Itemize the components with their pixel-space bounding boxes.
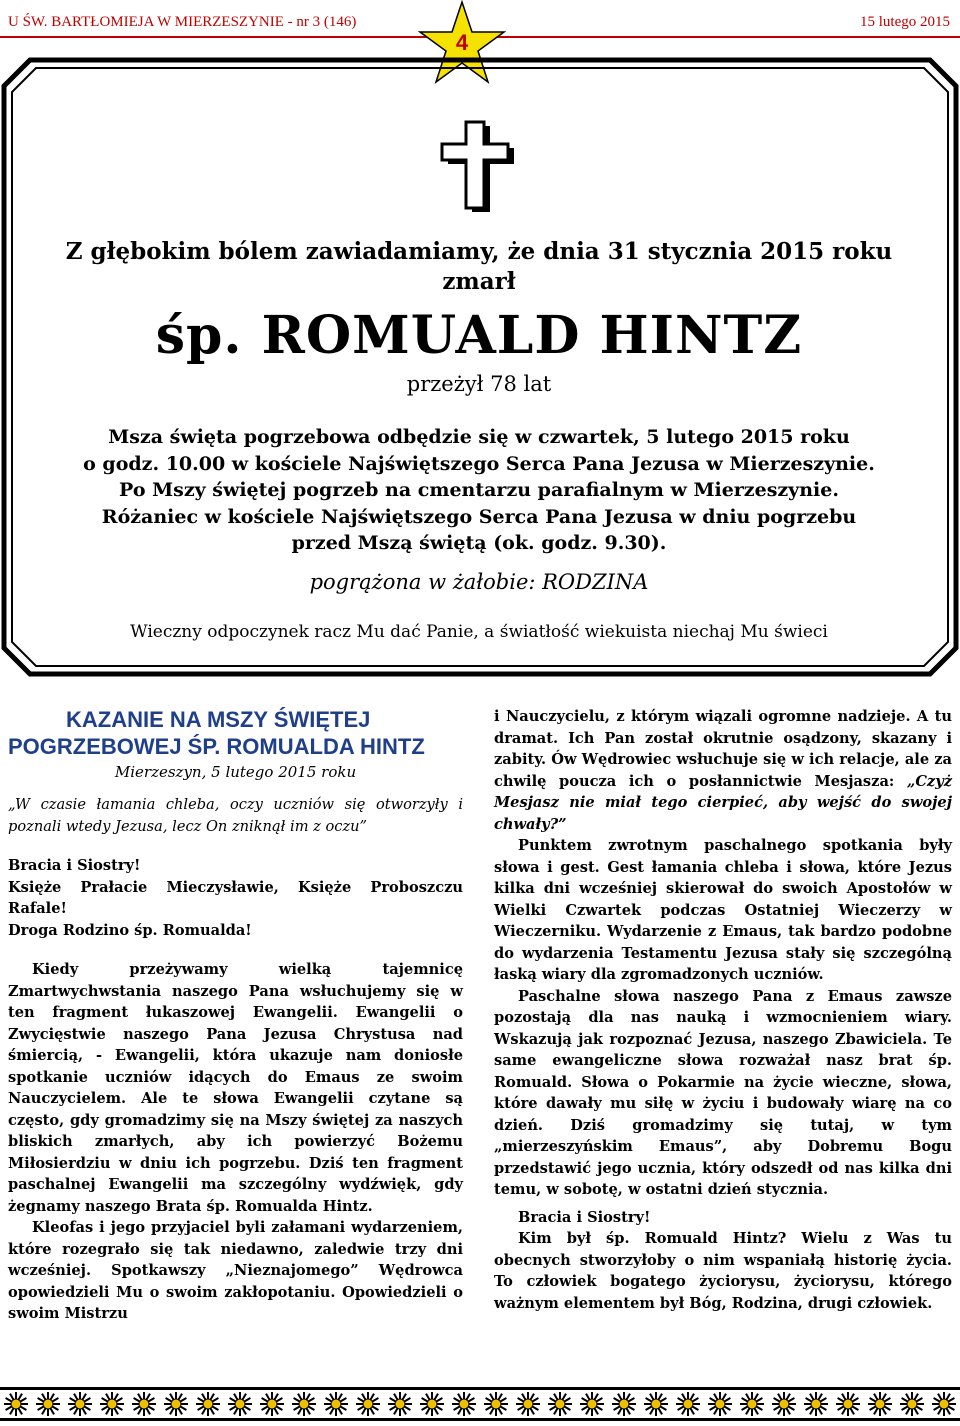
obituary-died: zmarł <box>442 268 516 295</box>
rosette-ornament <box>68 1392 92 1416</box>
rosette-ornament <box>580 1392 604 1416</box>
rosette-ornament <box>804 1392 828 1416</box>
rosette-ornament <box>196 1392 220 1416</box>
sermon-paragraph <box>494 706 952 835</box>
greeting: Bracia i Siostry! <box>518 1208 651 1226</box>
sermon-title-line: POGRZEBOWEJ ŚP. ROMUALDA HINTZ <box>8 734 425 759</box>
border-bar <box>0 1418 960 1421</box>
funeral-line: przed Mszą świętą (ok. godz. 9.30). <box>291 532 667 554</box>
sermon-place-date: Mierzeszyn, 5 lutego 2015 roku <box>114 763 357 781</box>
rosette-ornament <box>356 1392 380 1416</box>
rosette-ornament <box>228 1392 252 1416</box>
eternal-rest-prayer: Wieczny odpoczynek racz Mu dać Panie, a światłość wiekuista niechaj Mu świeci <box>130 622 828 642</box>
rosette-ornament <box>644 1392 668 1416</box>
rosette-ornament <box>868 1392 892 1416</box>
sermon-left-column <box>8 706 463 1325</box>
sermon-title <box>8 706 463 760</box>
rosette-ornament <box>452 1392 476 1416</box>
deceased-name: śp. ROMUALD HINTZ <box>155 305 803 366</box>
sermon-title-line: KAZANIE NA MSZY ŚWIĘTEJ <box>66 707 371 732</box>
page-number: 4 <box>455 30 469 55</box>
rosette-ornament <box>548 1392 572 1416</box>
cross-icon <box>432 118 524 218</box>
rosette-ornament <box>420 1392 444 1416</box>
rosette-ornament <box>36 1392 60 1416</box>
rosette-ornament <box>836 1392 860 1416</box>
sermon-text: i Nauczycielu, z którym wiązali ogromne nadzieje. A tu dramat. Ich Pan został okrutnie osądzony, skazany i zabity. Ów Wędrowiec wsłuchuje się w ich relacje, ale za chwilę poucza ich o posłannictwie Mesjasza: <box>494 708 952 790</box>
rosette-ornament <box>516 1392 540 1416</box>
sermon-paragraph: Kleofas i jego przyjaciel byli załamani wydarzeniem, które rozegrało się tak niedawno, zaledwie trzy dni wcześniej. Spotkawszy „Nieznajomego” Wędrowca opowiedzieli Mu o swoim zakłopotaniu. Opowiedzieli o swoim Mistrzu <box>8 1219 463 1322</box>
messiah-quote: „Czyż Mesjasz nie miał tego cierpieć, aby wejść do swojej chwały?” <box>494 772 952 833</box>
border-bar <box>0 1387 960 1390</box>
rosette-ornament <box>900 1392 924 1416</box>
issue-date: 15 lutego 2015 <box>860 14 950 30</box>
funeral-line: Po Mszy świętej pogrzeb na cmentarzu parafialnym w Mierzeszynie. <box>119 479 839 501</box>
rosette-ornament <box>676 1392 700 1416</box>
greeting: Droga Rodzino śp. Romualda! <box>8 921 252 939</box>
rosette-ornament <box>612 1392 636 1416</box>
rosette-ornament <box>260 1392 284 1416</box>
rosette-ornament <box>740 1392 764 1416</box>
funeral-line: Różaniec w kościele Najświętszego Serca Pana Jezusa w dniu pogrzebu <box>101 505 857 528</box>
rosette-ornament <box>484 1392 508 1416</box>
gospel-quote: „W czasie łamania chleba, oczy uczniów się otworzyły i poznali wtedy Jezusa, lecz On zniknął im z oczu” <box>8 796 463 835</box>
rosette-ornament <box>292 1392 316 1416</box>
funeral-line: Msza święta pogrzebowa odbędzie się w czwartek, 5 lutego 2015 roku <box>108 426 850 448</box>
mourning-family: pogrążona w żałobie: RODZINA <box>309 570 649 594</box>
greeting: Księże Prałacie Mieczysławie, Księże Proboszczu Rafale! <box>8 878 463 917</box>
funeral-line: o godz. 10.00 w kościele Najświętszego Serca Pana Jezusa w Mierzeszynie. <box>83 452 875 475</box>
sermon-paragraph: Kim był śp. Romuald Hintz? Wielu z Was tu obecnych stworzyłoby o nim wspaniałą historię życia. To człowiek bogatego życiorysu, życiorysu, którego ważnym elementem był Bóg, Rodzina, drugi człowiek. <box>494 1230 952 1312</box>
rosette-ornament <box>100 1392 124 1416</box>
rosette-ornament <box>932 1392 956 1416</box>
rosette-ornament <box>132 1392 156 1416</box>
rosette-ornament <box>708 1392 732 1416</box>
sermon-paragraph: Paschalne słowa naszego Pana z Emaus zawsze pozostają dla nas nauką i wzmocnieniem wiary. Wskazują jak rozpoznać Jezusa, naszego Zbawiciela. Te same ewangeliczne słowa rozważał nasz brat śp. Romuald. Słowa o Pokarmie na życie wieczne, słowa, które dawały mu siłę w życiu i budowały wiarę na co dzień. Dziś gromadzimy się tutaj, w tym „mierzeszyńskim Emaus”, aby Dobremu Bogu przedstawić jego ucznia, który odszedł od nas kilka dni temu, w sobotę, w ostatni dzień stycznia. <box>494 987 952 1198</box>
rosette-ornament <box>4 1392 28 1416</box>
rosette-ornament <box>324 1392 348 1416</box>
rosette-ornament <box>772 1392 796 1416</box>
deceased-age: przeżył 78 lat <box>406 372 552 396</box>
publication-title: U ŚW. BARTŁOMIEJA W MIERZESZYNIE - nr 3 (146) <box>8 14 357 30</box>
funeral-details <box>20 424 938 557</box>
decorative-border <box>0 1385 960 1423</box>
rosette-ornament <box>164 1392 188 1416</box>
sermon-paragraph: Kiedy przeżywamy wielką tajemnicę Zmartwychwstania naszego Pana wsłuchujemy się w ten fragment łukaszowej Ewangelii. Ewangelii o Zwycięstwie naszego Pana Jezusa Chrystusa nad śmiercią, - Ewangelii, która ukazuje nam doniosłe spotkanie uczniów idących do Emaus ze swoim Nauczycielem. Ale te słowa Ewangelii czytane są często, gdy gromadzimy się na Mszy świętej za naszych bliskich zmarłych, aby ich powierzyć Bożemu Miłosierdziu w dniu ich pogrzebu. Dziś ten fragment paschalnej Ewangelii ma szczególny wydźwięk, gdy żegnamy naszego Brata śp. Romualda Hintz. <box>8 961 463 1215</box>
rosette-ornament <box>388 1392 412 1416</box>
obituary-intro: Z głębokim bólem zawiadamiamy, że dnia 31 stycznia 2015 roku <box>65 238 893 265</box>
greeting: Bracia i Siostry! <box>8 857 141 874</box>
sermon-right-column <box>494 706 952 1314</box>
sermon-paragraph: Punktem zwrotnym paschalnego spotkania były słowa i gest. Gest łamania chleba i słowa, które Jezus kilka dni wcześniej skierował do swoich Apostołów w Wielki Czwartek podczas Ostatniej Wieczerzy w Wieczerniku. Wydarzenie z Emaus, tak bardzo podobne do wydarzenia Testamentu Jezusa stały się szczególną łaską wiary dla zgromadzonych uczniów. <box>494 837 952 983</box>
